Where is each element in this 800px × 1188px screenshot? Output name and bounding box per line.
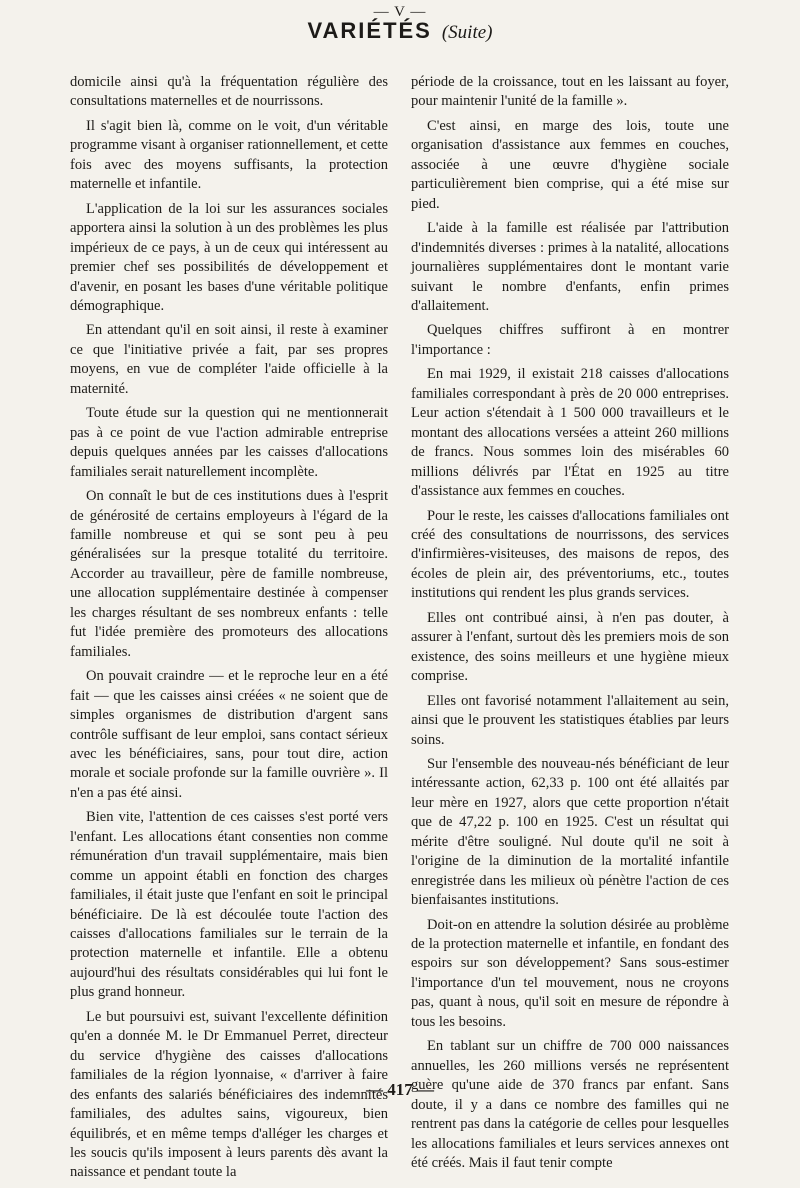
section-subtitle: (Suite) xyxy=(441,22,493,43)
paragraph: Doit-on en attendre la solution désirée au problème de la protection maternelle et infantile, en fondant des espoirs sur son développement? Sans sous-estimer l'importance d'un tel mouvement, nous ne croyons pas, quant à nous, qu'il soit en mesure de répondre à tous les besoins. xyxy=(411,916,729,1030)
page-marker: — V — xyxy=(373,4,427,20)
paragraph: Il s'agit bien là, comme on le voit, d'un véritable programme visant à organiser rationnellement, et cette fois avec des moyens suffisants, la protection maternelle et infantile. xyxy=(70,117,388,193)
paragraph: On pouvait craindre — et le reproche leur en a été fait — que les caisses ainsi créées « ne soient que de simples organismes de distribution d'argent sans contrôle suffisant de leur emploi, sans contact sérieux avec les bénéficiaires, sans, pour tout dire, action morale et sociale profonde sur la famille ouvrière ». Il n'en a pas été ainsi. xyxy=(70,668,388,801)
paragraph: Quelques chiffres suffiront à en montrer l'importance : xyxy=(411,322,729,358)
right-column xyxy=(411,73,729,1178)
paragraph: En attendant qu'il en soit ainsi, il reste à examiner ce que l'initiative privée a fait, par ses propres moyens, en vue de compléter l'aide officielle à la maternité. xyxy=(70,322,388,397)
paragraph: Bien vite, l'attention de ces caisses s'est porté vers l'enfant. Les allocations étant consenties non comme rémunération d'un travail supplémentaire, mais bien comme un appoint établi en fonction des charges familiales, il était juste que l'enfant en soit le principal bénéficiaire. De là est découlée toute l'action des caisses d'allocations familiales sur le terrain de la protection maternelle et infantile. Elle a obtenu aujourd'hui des résultats considérables qui lui font le plus grand honneur. xyxy=(70,809,388,1001)
paragraph: période de la croissance, tout en les laissant au foyer, pour maintenir l'unité de la famille ». xyxy=(411,74,729,110)
paragraph: L'application de la loi sur les assurances sociales apportera ainsi la solution à un des problèmes les plus impérieux de ce pays, à un de ceux qui intéressent au premier chef ses possibilités de développement et d'avenir, en posant les bases d'une véritable politique démographique. xyxy=(70,200,388,314)
paragraph: Elles ont favorisé notamment l'allaitement au sein, ainsi que le prouvent les statistiques établies par leurs soins. xyxy=(411,692,729,748)
paragraph: Pour le reste, les caisses d'allocations familiales ont créé des consultations de nourrissons, des services d'infirmières-visiteuses, des maisons de repos, des écoles de plein air, des préventoriums, etc., toutes institutions qui rendent les plus grands services. xyxy=(411,507,729,602)
paragraph: domicile ainsi qu'à la fréquentation régulière des consultations maternelles et de nourrissons. xyxy=(70,74,388,110)
section-title: VARIÉTÉS xyxy=(307,18,432,43)
paragraph: En tablant sur un chiffre de 700 000 naissances annuelles, les 260 millions versés ne représentent guère qu'une aide de 370 francs par enfant. Sans doute, il y a dans ce nombre des familles qui ne rentrent pas dans la catégorie de celles pour lesquelles les allocations familiales et leurs services annexes ont été créés. Mais il faut tenir compte xyxy=(411,1038,729,1172)
paragraph: Toute étude sur la question qui ne mentionnerait pas à ce point de vue l'action admirable entreprise depuis quelques années par les caisses d'allocations familiales serait naturellement incomplète. xyxy=(70,405,388,480)
paragraph: Elles ont contribué ainsi, à n'en pas douter, à assurer à l'enfant, surtout dès les premiers mois de son existence, des soins meilleurs et une hygiène mieux comprise. xyxy=(411,609,729,685)
paragraph: On connaît le but de ces institutions dues à l'esprit de générosité de certains employeurs à l'égard de la famille nombreuse et qui se sont peu à peu généralisées sur la presque totalité du territoire. Accorder au travailleur, père de famille nombreuse, une allocation supplémentaire destinée à compenser les charges résultant de ses nombreux enfants : telle fut l'idée première des promoteurs des allocations familiales. xyxy=(70,488,388,660)
section-header xyxy=(0,18,800,44)
paragraph: Le but poursuivi est, suivant l'excellente définition qu'en a donnée M. le Dr Emmanuel Perret, directeur du service d'hygiène des caisses d'allocations familiales de la région lyonnaise, « d'arriver à faire des enfants des salariés bénéficiaires des indemnités familiales, des adultes sains, vigoureux, bien équilibrés, et en même temps d'alléger les charges et les soucis qu'ils imposent à leurs parents dès avant la naissance et pendant toute la xyxy=(70,1008,388,1181)
paragraph: Sur l'ensemble des nouveau-nés bénéficiant de leur intéressante action, 62,33 p. 100 ont été allaités par leur mère en 1927, alors que cette proportion n'était que de 47,22 p. 100 en 1925. C'est un résultat qui mérite d'être souligné. Nul doute qu'il ne soit à l'origine de la diminution de la mortalité infantile enregistrée dans les milieux où pénètre l'action de ces bienfaisantes institutions. xyxy=(411,755,729,909)
left-column xyxy=(70,73,388,1188)
paragraph: C'est ainsi, en marge des lois, toute une organisation d'assistance aux femmes en couches, associée à une œuvre d'hygiène sociale particulièrement bien comprise, qui a été mise sur pied. xyxy=(411,117,729,212)
paragraph: En mai 1929, il existait 218 caisses d'allocations familiales correspondant à près de 20 000 entreprises. Leur action s'étendait à 1 500 000 travailleurs et le montant des allocations versées a atteint 260 millions de francs. Nous sommes loin des misérables 60 millions délivrés par l'État en 1925 au titre d'assistance aux femmes en couches. xyxy=(411,366,729,500)
paragraph: L'aide à la famille est réalisée par l'attribution d'indemnités diverses : primes à la natalité, allocations journalières supplémentaires dont le montant varie suivant le nombre d'enfants, enfin primes d'allaitement. xyxy=(411,220,729,314)
page-number: — 417 — xyxy=(366,1080,434,1099)
